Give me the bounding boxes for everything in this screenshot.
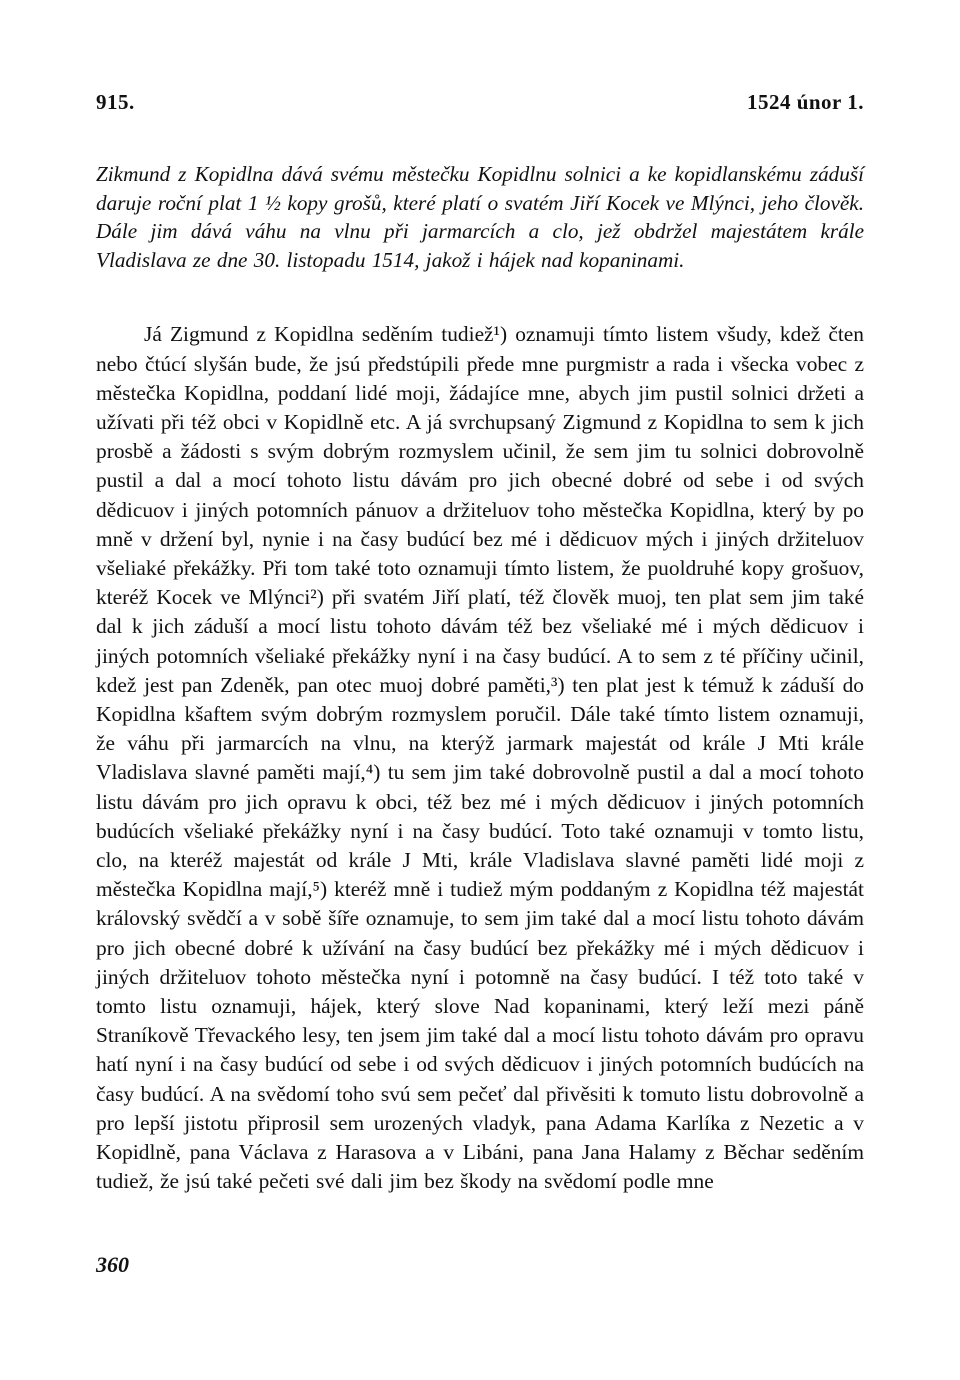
page-number: 360 <box>96 1252 129 1277</box>
document-number: 915. <box>96 90 135 114</box>
document-date: 1524 únor 1. <box>746 90 864 114</box>
regest-paragraph: Zikmund z Kopidlna dává svému městečku Kopidlnu solnici a ke kopidlanskému záduší daruje roční plat 1 ½ kopy grošů, které platí o svatém Jiří Kocek ve Mlýnci, jeho člověk. Dále jim dává váhu na vlnu při jarmarcích a clo, jež obdržel majestátem krále Vladislava ze dne 30. listopadu 1514, jakož i hájek nad kopaninami. <box>96 162 864 272</box>
document-page <box>96 90 864 1218</box>
page-header <box>96 90 864 120</box>
charter-text: Já Zigmund z Kopidlna seděním tudiež¹) oznamuji tímto listem všudy, kdež čten nebo čtúcí slyšán bude, že jsú předstúpili přede mne purgmistr a rada i všecka vobec z městečka Kopidlna, poddaní lidé moji, žádajíce mne, abych jim pustil solnici držeti a užívati při též obci v Kopidlně etc. A já svrchupsaný Zigmund z Kopidlna to sem k jich prosbě a žádosti s svým dobrým rozmyslem učinil, že sem jim tu solnici dobrovolně pustil a dal a mocí tohoto listu dávám pro jich obecné dobré od sebe i od svých dědicuov i jiných potomních pánuov a držiteluov toho městečka Kopidlna, který by po mně v držení byl, nynie i na časy budúcí bez mé i dědicuov mých i jiných držiteluov všeliaké překážky. Při tom také toto oznamuji tímto listem, že puoldruhé kopy grošuov, kteréž Kocek ve Mlýnci²) při svatém Jiří platí, též člověk muoj, ten plat sem jim také dal k jich záduší a mocí listu tohoto dávám též bez všeliaké mé i mých dědicuov i jiných potomních všeliaké překážky nyní i na časy budúcí. A to sem z té příčiny učinil, kdež jest pan Zdeněk, pan otec muoj dobré paměti,³) ten plat jest k témuž k záduší do Kopidlna kšaftem svým dobrým rozmyslem poručil. Dále také tímto listem oznamuji, že váhu při jarmarcích na vlnu, na kterýž jarmark majestát od krále J Mti krále Vladislava slavné paměti mají,⁴) tu sem jim také dobrovolně pustil a dal a mocí tohoto listu dávám pro jich opravu k obci, též bez mé i mých dědicuov i jiných potomních budúcích všeliaké překážky nyní i na časy budúcí. Toto také oznamuji v tomto listu, clo, na kteréž majestát od krále J Mti, krále Vladislava slavné paměti lidé moji z městečka Kopidlna mají,⁵) kteréž mně i tudiež mým poddaným z Kopidlna též majestát královský svědčí a v sobě šíře oznamuje, to sem jim také dal a mocí listu tohoto dávám pro jich obecné dobré k užívání na časy budúcí bez překážky mé i mých dědicuov i jiných držiteluov tohoto městečka nyní i potomně na časy budúcí. I též toto také v tomto listu oznamuji, hájek, který slove Nad kopaninami, který leží mezi páně Straníkově Třevackého lesy, ten jsem jim také dal a mocí listu tohoto dávám pro opravu hatí nyní i na časy budúcí od sebe i od svých dědicuov i jiných potomních budúcích na časy budúcí. A na svědomí toho svú sem pečeť dal přivěsiti k tomuto listu dobrovolně a pro lepší jistotu připrosil sem urozených vladyk, pana Adama Karlíka z Nezetic a v Kopidlně, pana Václava z Harasova a v Libáni, pana Jana Halamy z Běchar seděním tudiež, že jsú také pečeti své dali jim bez škody na svědomí podle mne <box>96 322 864 1194</box>
